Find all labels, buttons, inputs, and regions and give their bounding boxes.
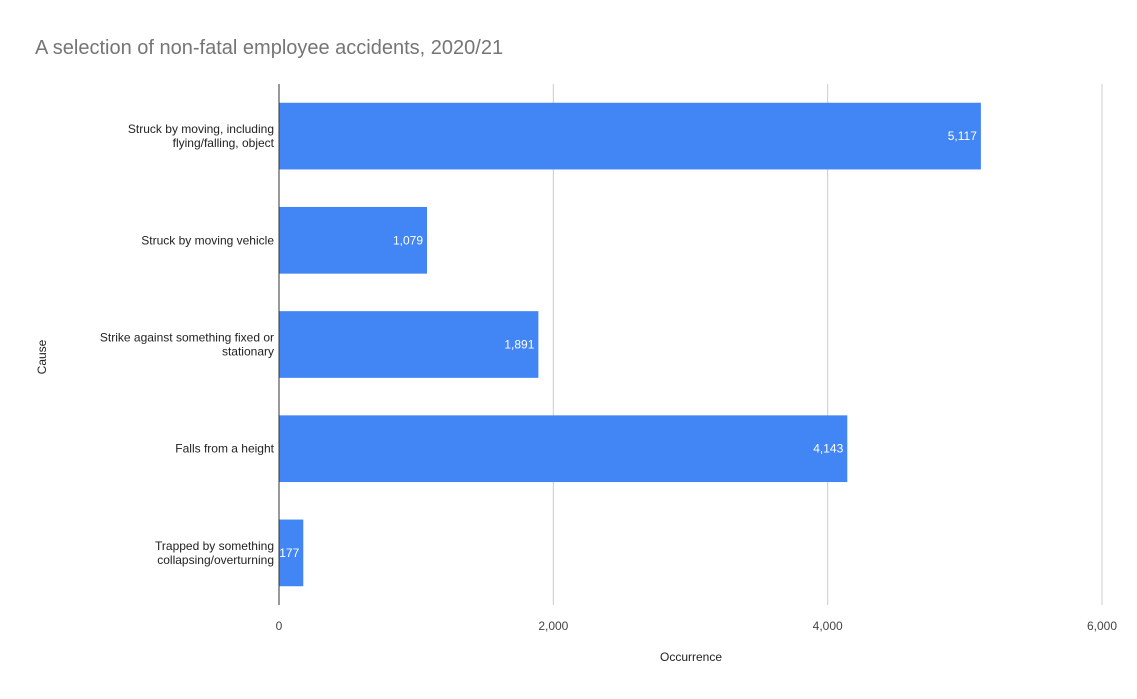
category-label-line: Strike against something fixed or bbox=[99, 330, 274, 345]
x-tick-label: 4,000 bbox=[812, 619, 843, 633]
category-label-line: Trapped by something bbox=[155, 538, 274, 553]
bar-value-label: 1,891 bbox=[504, 337, 535, 352]
category-label-line: Struck by moving vehicle bbox=[141, 233, 274, 248]
bar-value-label: 4,143 bbox=[813, 441, 844, 456]
bar bbox=[279, 415, 847, 482]
bar bbox=[279, 103, 981, 170]
category-label bbox=[128, 122, 275, 150]
category-labels bbox=[100, 122, 275, 567]
chart-title: A selection of non-fatal employee accidents, 2020/21 bbox=[35, 37, 504, 59]
category-label-line: Struck by moving, including bbox=[127, 122, 274, 137]
bars bbox=[279, 103, 981, 586]
category-label bbox=[100, 331, 274, 359]
x-axis-title: Occurrence bbox=[659, 650, 723, 664]
category-label-line: stationary bbox=[221, 344, 274, 359]
category-label-line: flying/falling, object bbox=[172, 136, 274, 151]
bar-value-label: 1,079 bbox=[392, 233, 424, 248]
category-label bbox=[155, 539, 274, 567]
y-axis-title: Cause bbox=[35, 339, 49, 375]
x-tick-label: 6,000 bbox=[1086, 619, 1118, 633]
bar-value-label: 177 bbox=[279, 545, 300, 560]
category-label-line: Falls from a height bbox=[175, 441, 274, 456]
category-label bbox=[141, 233, 274, 247]
bar-value-label: 5,117 bbox=[947, 129, 977, 144]
bar bbox=[279, 311, 538, 378]
x-axis-ticks bbox=[276, 619, 1118, 633]
category-label bbox=[175, 442, 274, 456]
category-label-line: collapsing/overturning bbox=[157, 552, 274, 567]
x-tick-label: 0 bbox=[275, 619, 283, 633]
x-tick-label: 2,000 bbox=[538, 619, 569, 633]
